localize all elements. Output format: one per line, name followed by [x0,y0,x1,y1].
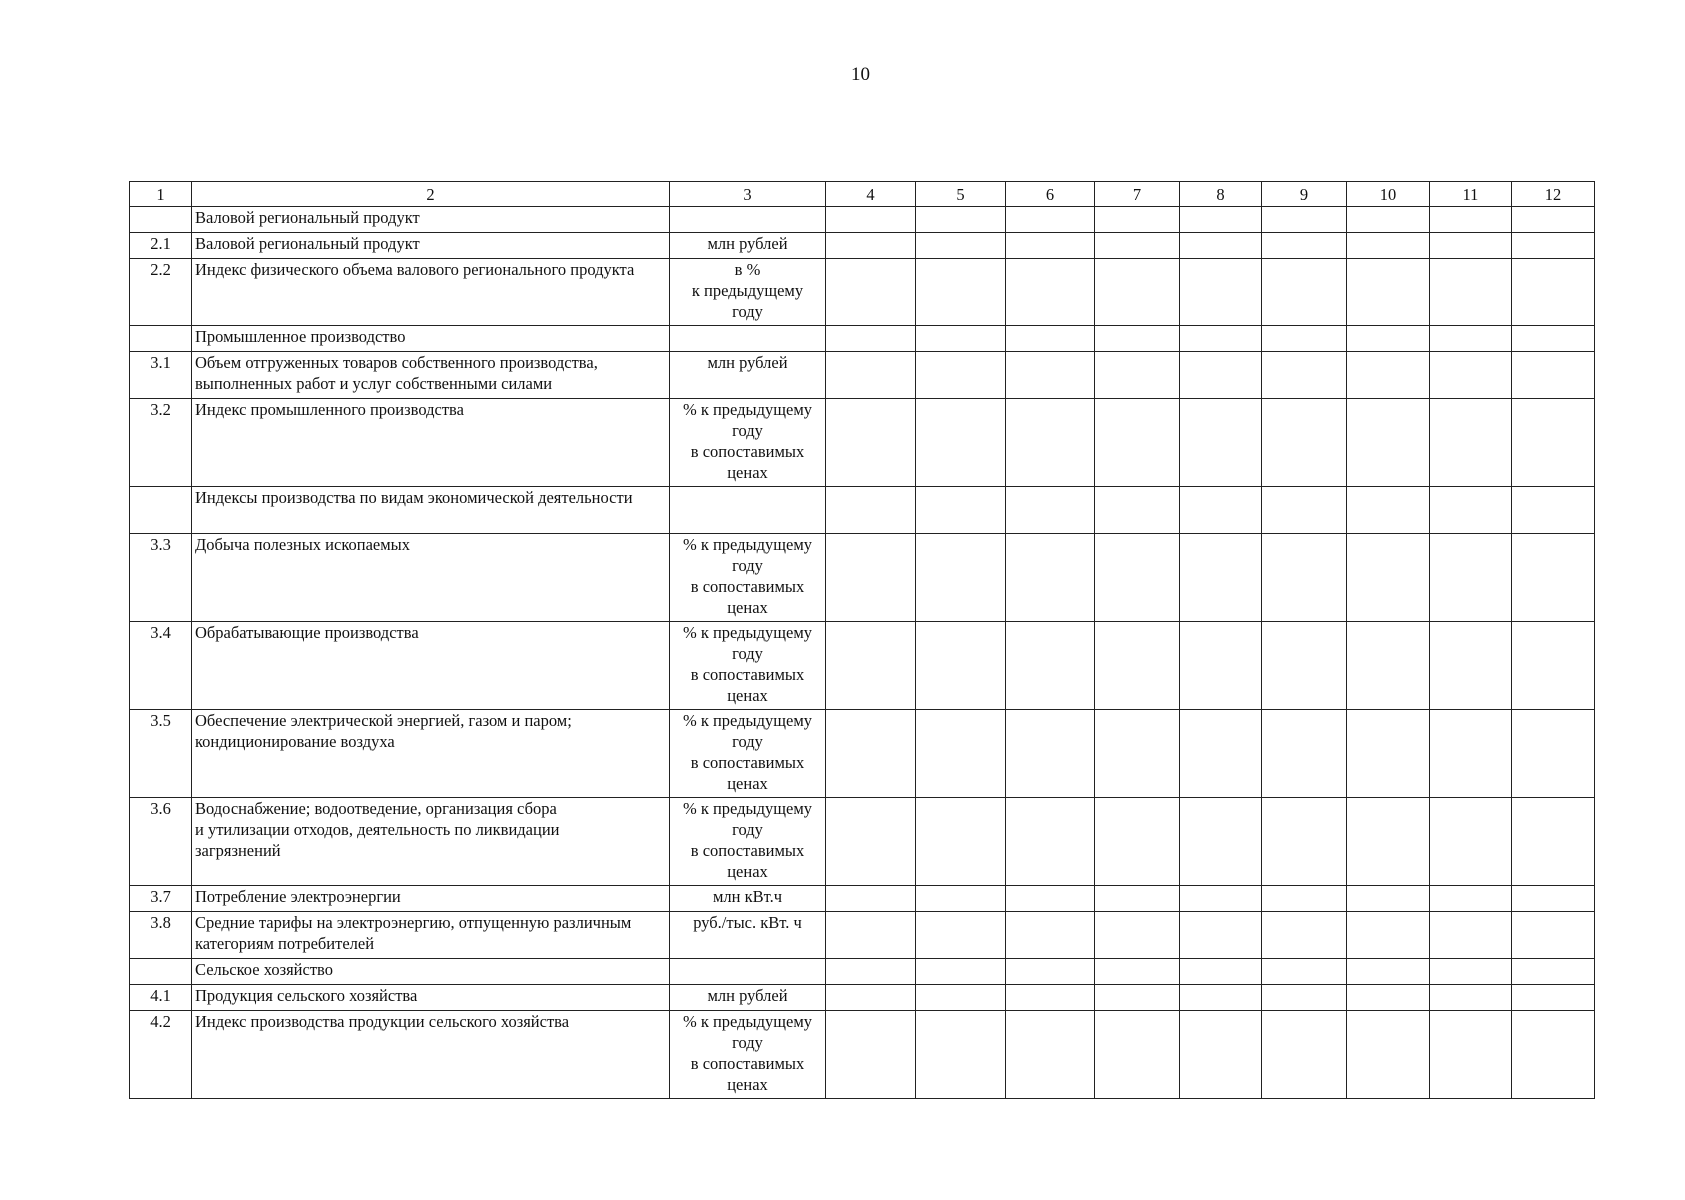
value-cell [1095,985,1180,1011]
value-cell [1347,326,1430,352]
value-cell [1512,326,1595,352]
value-cell [916,207,1006,233]
value-cell [1180,487,1262,534]
unit-of-measure: % к предыдущему году в сопоставимых ценах [670,534,826,622]
row-number: 3.5 [130,710,192,798]
value-cell [1006,1011,1095,1099]
column-header: 1 [130,182,192,207]
value-cell [1006,959,1095,985]
value-cell [1095,352,1180,399]
value-cell [1095,259,1180,326]
column-header: 5 [916,182,1006,207]
value-cell [1095,399,1180,487]
value-cell [1095,622,1180,710]
table-row [130,207,1595,233]
value-cell [826,886,916,912]
row-number: 3.1 [130,352,192,399]
value-cell [1512,985,1595,1011]
unit-of-measure: млн кВт.ч [670,886,826,912]
value-cell [1347,399,1430,487]
indicator-name: Валовой региональный продукт [192,207,670,233]
row-number: 3.8 [130,912,192,959]
table-row [130,798,1595,886]
value-cell [1262,487,1347,534]
column-header: 6 [1006,182,1095,207]
value-cell [1262,259,1347,326]
value-cell [1512,710,1595,798]
row-number [130,959,192,985]
value-cell [1347,959,1430,985]
value-cell [916,985,1006,1011]
column-header: 10 [1347,182,1430,207]
table-row [130,534,1595,622]
value-cell [1512,207,1595,233]
value-cell [1006,233,1095,259]
row-number: 4.1 [130,985,192,1011]
column-header: 8 [1180,182,1262,207]
value-cell [1262,622,1347,710]
unit-of-measure: млн рублей [670,985,826,1011]
unit-of-measure [670,959,826,985]
value-cell [1180,622,1262,710]
value-cell [826,326,916,352]
value-cell [1512,399,1595,487]
indicator-name: Водоснабжение; водоотведение, организация сбора и утилизации отходов, деятельность по ликвидации загрязнений [192,798,670,886]
table-row [130,622,1595,710]
row-number: 2.1 [130,233,192,259]
row-number: 3.4 [130,622,192,710]
table-row [130,259,1595,326]
value-cell [1262,326,1347,352]
table-row [130,912,1595,959]
unit-of-measure: % к предыдущему году в сопоставимых ценах [670,710,826,798]
value-cell [1095,710,1180,798]
value-cell [916,534,1006,622]
value-cell [1512,487,1595,534]
value-cell [1430,959,1512,985]
value-cell [1430,912,1512,959]
column-header: 12 [1512,182,1595,207]
value-cell [1347,985,1430,1011]
indicator-name: Потребление электроэнергии [192,886,670,912]
value-cell [1430,259,1512,326]
value-cell [1180,259,1262,326]
value-cell [1095,886,1180,912]
value-cell [1430,399,1512,487]
indicator-name: Обеспечение электрической энергией, газом и паром; кондиционирование воздуха [192,710,670,798]
value-cell [1430,352,1512,399]
value-cell [1262,886,1347,912]
row-number: 3.2 [130,399,192,487]
value-cell [1006,912,1095,959]
value-cell [1347,622,1430,710]
value-cell [1347,207,1430,233]
value-cell [826,259,916,326]
value-cell [1512,352,1595,399]
value-cell [1262,710,1347,798]
value-cell [1095,207,1180,233]
column-header: 2 [192,182,670,207]
value-cell [916,710,1006,798]
value-cell [1430,207,1512,233]
row-number: 3.6 [130,798,192,886]
value-cell [916,487,1006,534]
value-cell [1512,534,1595,622]
value-cell [916,352,1006,399]
value-cell [826,487,916,534]
table-row [130,985,1595,1011]
value-cell [1180,985,1262,1011]
value-cell [1512,233,1595,259]
value-cell [1262,798,1347,886]
column-header: 9 [1262,182,1347,207]
value-cell [1347,912,1430,959]
value-cell [1430,985,1512,1011]
value-cell [1180,959,1262,985]
table-body [130,207,1595,1099]
value-cell [1006,534,1095,622]
value-cell [1095,233,1180,259]
value-cell [1347,886,1430,912]
value-cell [1180,233,1262,259]
header-row [130,182,1595,207]
value-cell [1347,798,1430,886]
value-cell [1180,798,1262,886]
value-cell [1006,710,1095,798]
value-cell [1262,399,1347,487]
value-cell [916,622,1006,710]
value-cell [1430,622,1512,710]
value-cell [1512,622,1595,710]
value-cell [1347,534,1430,622]
value-cell [916,399,1006,487]
table-row [130,886,1595,912]
indicator-name: Обрабатывающие производства [192,622,670,710]
table-row [130,233,1595,259]
unit-of-measure: % к предыдущему году в сопоставимых ценах [670,622,826,710]
table-row [130,326,1595,352]
value-cell [1262,985,1347,1011]
value-cell [916,233,1006,259]
table-row [130,352,1595,399]
value-cell [826,798,916,886]
value-cell [916,959,1006,985]
unit-of-measure: % к предыдущему году в сопоставимых ценах [670,798,826,886]
value-cell [1006,622,1095,710]
value-cell [1262,912,1347,959]
indicator-name: Промышленное производство [192,326,670,352]
value-cell [1262,233,1347,259]
value-cell [1262,959,1347,985]
indicator-name: Индекс промышленного производства [192,399,670,487]
value-cell [1262,534,1347,622]
indicator-name: Индекс производства продукции сельского хозяйства [192,1011,670,1099]
value-cell [826,352,916,399]
value-cell [826,534,916,622]
indicator-name: Сельское хозяйство [192,959,670,985]
value-cell [826,710,916,798]
value-cell [1180,1011,1262,1099]
indicator-name: Валовой региональный продукт [192,233,670,259]
value-cell [826,207,916,233]
row-number: 3.7 [130,886,192,912]
column-header: 7 [1095,182,1180,207]
value-cell [1180,886,1262,912]
table-row [130,1011,1595,1099]
unit-of-measure: в % к предыдущему году [670,259,826,326]
row-number: 4.2 [130,1011,192,1099]
value-cell [1430,326,1512,352]
value-cell [1512,1011,1595,1099]
table-row [130,710,1595,798]
value-cell [916,1011,1006,1099]
table-row [130,959,1595,985]
value-cell [1095,912,1180,959]
value-cell [1180,399,1262,487]
value-cell [1006,352,1095,399]
value-cell [1180,352,1262,399]
value-cell [826,1011,916,1099]
value-cell [826,399,916,487]
value-cell [1347,710,1430,798]
value-cell [1180,326,1262,352]
value-cell [1180,912,1262,959]
value-cell [1262,1011,1347,1099]
value-cell [1006,259,1095,326]
column-header: 4 [826,182,916,207]
value-cell [826,912,916,959]
column-header: 11 [1430,182,1512,207]
value-cell [1095,1011,1180,1099]
table-row [130,487,1595,534]
row-number [130,207,192,233]
value-cell [826,959,916,985]
indicator-name: Средние тарифы на электроэнергию, отпущенную различным категориям потребителей [192,912,670,959]
value-cell [1006,326,1095,352]
value-cell [1095,534,1180,622]
unit-of-measure: млн рублей [670,352,826,399]
value-cell [1006,399,1095,487]
value-cell [1347,1011,1430,1099]
column-header: 3 [670,182,826,207]
value-cell [1512,886,1595,912]
value-cell [916,912,1006,959]
value-cell [916,798,1006,886]
value-cell [1006,487,1095,534]
value-cell [1512,798,1595,886]
page-number: 10 [851,64,870,85]
value-cell [1180,710,1262,798]
value-cell [1430,886,1512,912]
unit-of-measure: % к предыдущему году в сопоставимых ценах [670,1011,826,1099]
value-cell [1095,798,1180,886]
unit-of-measure [670,207,826,233]
value-cell [1180,534,1262,622]
unit-of-measure: млн рублей [670,233,826,259]
table-row [130,399,1595,487]
value-cell [1430,534,1512,622]
value-cell [826,622,916,710]
value-cell [1430,798,1512,886]
value-cell [1430,233,1512,259]
value-cell [1006,207,1095,233]
indicator-name: Добыча полезных ископаемых [192,534,670,622]
unit-of-measure: % к предыдущему году в сопоставимых ценах [670,399,826,487]
value-cell [1095,326,1180,352]
value-cell [1095,487,1180,534]
value-cell [826,985,916,1011]
indicator-name: Индекс физического объема валового регионального продукта [192,259,670,326]
value-cell [1430,1011,1512,1099]
value-cell [1180,207,1262,233]
row-number [130,487,192,534]
indicators-table [129,181,1595,1099]
value-cell [1430,487,1512,534]
value-cell [1512,959,1595,985]
indicator-name: Индексы производства по видам экономической деятельности [192,487,670,534]
value-cell [1347,259,1430,326]
value-cell [1095,959,1180,985]
value-cell [1430,710,1512,798]
unit-of-measure [670,326,826,352]
value-cell [1006,985,1095,1011]
value-cell [1006,886,1095,912]
value-cell [826,233,916,259]
value-cell [1262,352,1347,399]
value-cell [1347,487,1430,534]
unit-of-measure [670,487,826,534]
value-cell [1512,912,1595,959]
value-cell [916,326,1006,352]
indicator-name: Объем отгруженных товаров собственного производства, выполненных работ и услуг собственными силами [192,352,670,399]
row-number: 2.2 [130,259,192,326]
value-cell [916,259,1006,326]
value-cell [1347,352,1430,399]
row-number: 3.3 [130,534,192,622]
unit-of-measure: руб./тыс. кВт. ч [670,912,826,959]
row-number [130,326,192,352]
value-cell [1512,259,1595,326]
value-cell [1347,233,1430,259]
indicator-name: Продукция сельского хозяйства [192,985,670,1011]
value-cell [1262,207,1347,233]
value-cell [1006,798,1095,886]
value-cell [916,886,1006,912]
